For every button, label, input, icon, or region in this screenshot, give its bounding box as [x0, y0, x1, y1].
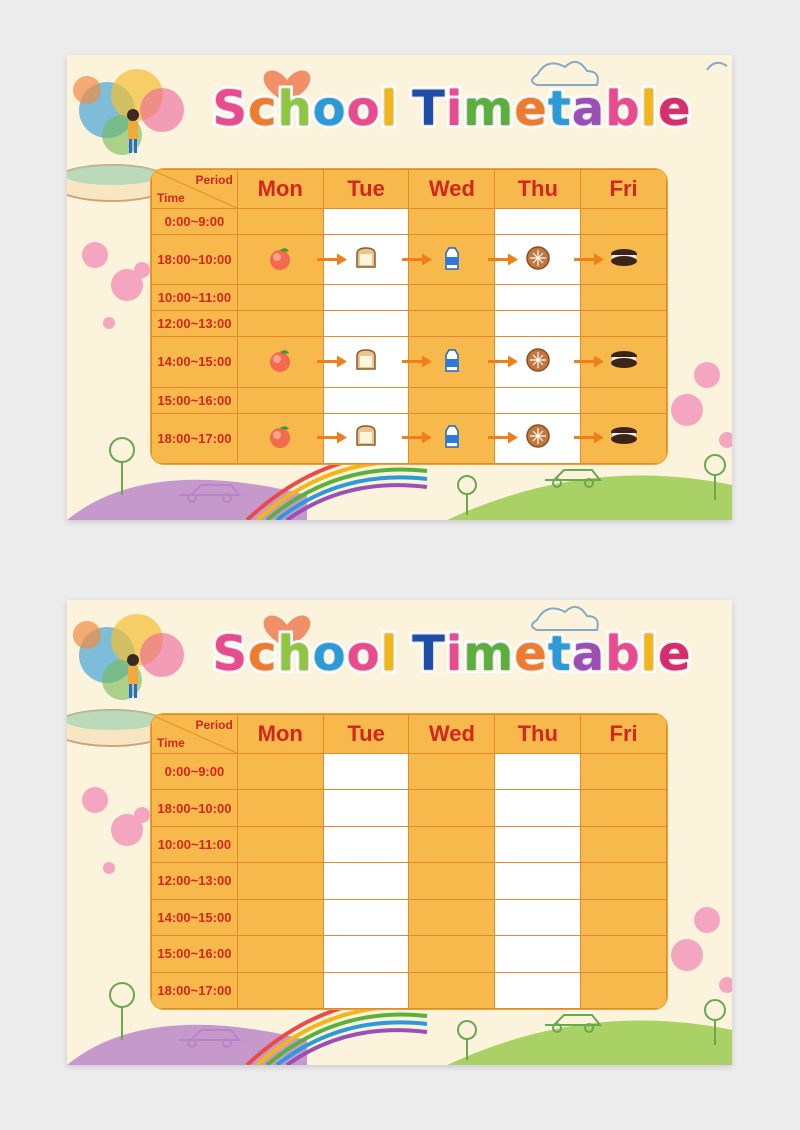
peach-icon: [267, 423, 293, 453]
title-letter: a: [571, 81, 606, 137]
schedule-cell[interactable]: [323, 209, 409, 235]
schedule-cell[interactable]: [409, 863, 495, 899]
arrow-right-icon: [317, 429, 347, 448]
arrow-right-icon: [574, 250, 604, 269]
schedule-cell[interactable]: [495, 285, 581, 311]
title-letter: l: [640, 81, 658, 137]
table-row: [152, 790, 667, 826]
pink-flowers-right: [671, 907, 732, 993]
schedule-cell[interactable]: [495, 209, 581, 235]
arrow-right-icon: [574, 352, 604, 371]
schedule-cell[interactable]: [409, 387, 495, 413]
header-corner: [152, 715, 238, 754]
schedule-cell[interactable]: [237, 972, 323, 1008]
title-letter: l: [380, 626, 399, 682]
day-header-mon: Mon: [237, 715, 323, 754]
schedule-cell[interactable]: [237, 387, 323, 413]
time-slot: 10:00~11:00: [152, 285, 238, 311]
poster-title: [187, 626, 717, 682]
schedule-cell[interactable]: [409, 790, 495, 826]
title-letter: T: [412, 81, 446, 137]
timetable: [150, 168, 668, 465]
time-slot: 0:00~9:00: [152, 754, 238, 790]
period-label: Period: [195, 173, 233, 187]
arrow-right-icon: [317, 250, 347, 269]
day-header-fri: Fri: [581, 715, 667, 754]
title-letter: e: [514, 626, 548, 682]
schedule-cell[interactable]: [581, 972, 667, 1008]
peach-icon: [267, 245, 293, 275]
hill-right: [447, 476, 732, 520]
title-letter: e: [514, 81, 548, 137]
time-slot: 0:00~9:00: [152, 209, 238, 235]
schedule-cell[interactable]: [323, 863, 409, 899]
milk-carton-icon: [439, 423, 465, 453]
period-label: Period: [195, 718, 233, 732]
schedule-cell[interactable]: [581, 754, 667, 790]
table-row: [152, 863, 667, 899]
title-letter: a: [571, 626, 606, 682]
day-header-thu: Thu: [495, 170, 581, 209]
title-letter: l: [380, 81, 399, 137]
arrow-right-icon: [402, 352, 432, 371]
schedule-cell[interactable]: [495, 387, 581, 413]
time-label: Time: [157, 736, 185, 750]
title-letter: c: [248, 81, 278, 137]
schedule-cell[interactable]: [237, 936, 323, 972]
schedule-cell[interactable]: [323, 790, 409, 826]
title-letter: S: [212, 81, 249, 137]
timetable-poster-filled: [67, 55, 732, 520]
schedule-cell[interactable]: [581, 790, 667, 826]
day-header-tue: Tue: [323, 170, 409, 209]
schedule-cell[interactable]: [237, 413, 323, 463]
time-slot: 18:00~10:00: [152, 790, 238, 826]
arrow-right-icon: [488, 250, 518, 269]
schedule-cell[interactable]: [581, 285, 667, 311]
schedule-cell[interactable]: [581, 863, 667, 899]
title-letter: m: [463, 81, 515, 137]
table-row: [152, 311, 667, 337]
cookie-icon: [525, 245, 551, 275]
schedule-cell[interactable]: [409, 285, 495, 311]
title-letter: h: [277, 626, 313, 682]
title-letter: o: [312, 626, 347, 682]
header-corner: [152, 170, 238, 209]
schedule-cell[interactable]: [323, 826, 409, 862]
arrow-right-icon: [402, 429, 432, 448]
pink-flowers-left: [82, 787, 150, 874]
time-slot: 15:00~16:00: [152, 936, 238, 972]
day-header-thu: Thu: [495, 715, 581, 754]
sandwich-cookie-icon: [609, 424, 639, 452]
milk-carton-icon: [439, 347, 465, 377]
title-letter: t: [547, 626, 572, 682]
cookie-icon: [525, 423, 551, 453]
pink-flowers-left: [82, 242, 150, 329]
time-slot: 18:00~10:00: [152, 234, 238, 284]
table-row: [152, 413, 667, 463]
title-letter: i: [445, 626, 464, 682]
time-slot: 12:00~13:00: [152, 311, 238, 337]
schedule-cell[interactable]: [409, 311, 495, 337]
schedule-cell[interactable]: [581, 209, 667, 235]
schedule-cell[interactable]: [323, 936, 409, 972]
time-slot: 18:00~17:00: [152, 413, 238, 463]
title-letter: e: [658, 626, 692, 682]
title-letter: b: [605, 626, 641, 682]
title-letter: b: [605, 81, 641, 137]
schedule-cell[interactable]: [581, 936, 667, 972]
day-header-wed: Wed: [409, 715, 495, 754]
schedule-cell[interactable]: [495, 936, 581, 972]
schedule-cell[interactable]: [237, 826, 323, 862]
time-label: Time: [157, 191, 185, 205]
schedule-cell[interactable]: [495, 754, 581, 790]
table-row: [152, 285, 667, 311]
title-letter: S: [212, 626, 249, 682]
toast-icon: [353, 347, 379, 377]
schedule-cell[interactable]: [237, 234, 323, 284]
title-letter: l: [640, 626, 658, 682]
schedule-cell[interactable]: [237, 899, 323, 935]
title-letter: e: [658, 81, 692, 137]
title-letter: m: [463, 626, 515, 682]
title-letter: o: [312, 81, 347, 137]
schedule-cell[interactable]: [495, 972, 581, 1008]
day-header-tue: Tue: [323, 715, 409, 754]
arrow-right-icon: [317, 352, 347, 371]
schedule-cell[interactable]: [409, 899, 495, 935]
schedule-cell[interactable]: [237, 209, 323, 235]
schedule-cell[interactable]: [495, 311, 581, 337]
title-letter: t: [547, 81, 572, 137]
toast-icon: [353, 245, 379, 275]
arrow-right-icon: [488, 429, 518, 448]
arrow-right-icon: [488, 352, 518, 371]
title-letter: o: [346, 81, 381, 137]
schedule-cell[interactable]: [323, 899, 409, 935]
table-row: [152, 754, 667, 790]
timetable: [150, 713, 668, 1010]
schedule-cell[interactable]: [581, 311, 667, 337]
schedule-cell[interactable]: [581, 387, 667, 413]
schedule-cell[interactable]: [323, 311, 409, 337]
schedule-cell[interactable]: [495, 790, 581, 826]
pink-flowers-right: [671, 362, 732, 448]
table-row: [152, 337, 667, 387]
schedule-cell[interactable]: [409, 826, 495, 862]
arrow-right-icon: [402, 250, 432, 269]
schedule-cell[interactable]: [409, 754, 495, 790]
day-header-mon: Mon: [237, 170, 323, 209]
schedule-cell[interactable]: [323, 285, 409, 311]
schedule-cell[interactable]: [581, 899, 667, 935]
table-row: [152, 209, 667, 235]
schedule-cell[interactable]: [323, 754, 409, 790]
time-slot: 10:00~11:00: [152, 826, 238, 862]
table-row: [152, 387, 667, 413]
schedule-cell[interactable]: [237, 285, 323, 311]
schedule-cell[interactable]: [237, 337, 323, 387]
time-slot: 14:00~15:00: [152, 899, 238, 935]
title-letter: i: [445, 81, 464, 137]
title-letter: h: [277, 81, 313, 137]
day-header-fri: Fri: [581, 170, 667, 209]
schedule-cell[interactable]: [581, 826, 667, 862]
schedule-cell[interactable]: [323, 387, 409, 413]
poster-title: [187, 81, 717, 137]
schedule-cell[interactable]: [409, 936, 495, 972]
schedule-cell[interactable]: [237, 863, 323, 899]
peach-icon: [267, 347, 293, 377]
time-slot: 12:00~13:00: [152, 863, 238, 899]
schedule-cell[interactable]: [237, 790, 323, 826]
table-row: [152, 899, 667, 935]
time-slot: 15:00~16:00: [152, 387, 238, 413]
hill-right: [447, 1021, 732, 1065]
timetable-poster-blank: [67, 600, 732, 1065]
arrow-right-icon: [574, 429, 604, 448]
table-row: [152, 972, 667, 1008]
schedule-cell[interactable]: [495, 826, 581, 862]
sandwich-cookie-icon: [609, 348, 639, 376]
title-letter: c: [248, 626, 278, 682]
schedule-cell[interactable]: [409, 972, 495, 1008]
cookie-icon: [525, 347, 551, 377]
day-header-wed: Wed: [409, 170, 495, 209]
title-letter: T: [412, 626, 446, 682]
title-letter: o: [346, 626, 381, 682]
schedule-cell[interactable]: [237, 754, 323, 790]
table-row: [152, 234, 667, 284]
time-slot: 14:00~15:00: [152, 337, 238, 387]
table-row: [152, 936, 667, 972]
toast-icon: [353, 423, 379, 453]
time-slot: 18:00~17:00: [152, 972, 238, 1008]
schedule-cell[interactable]: [323, 972, 409, 1008]
milk-carton-icon: [439, 245, 465, 275]
schedule-cell[interactable]: [495, 863, 581, 899]
table-row: [152, 826, 667, 862]
schedule-cell[interactable]: [495, 899, 581, 935]
sandwich-cookie-icon: [609, 246, 639, 274]
schedule-cell[interactable]: [237, 311, 323, 337]
schedule-cell[interactable]: [409, 209, 495, 235]
